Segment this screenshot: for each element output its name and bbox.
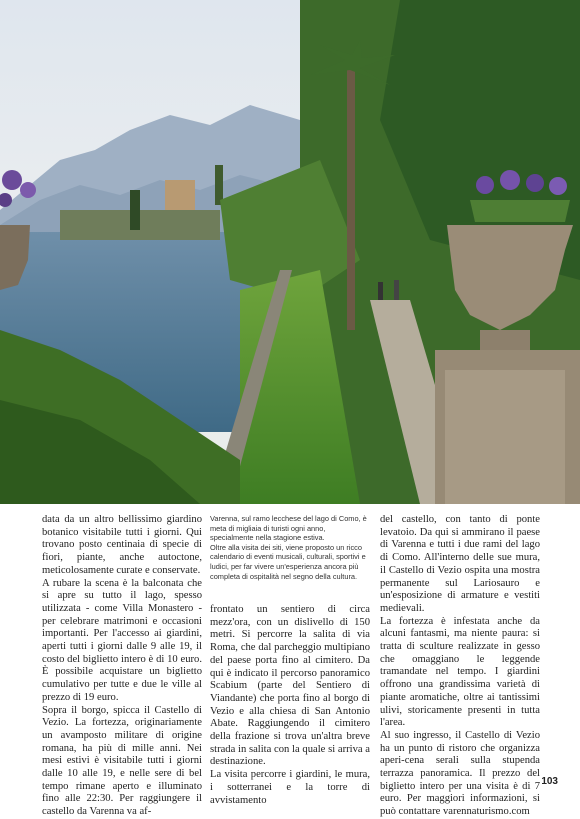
paragraph: frontato un sentiero di circa mezz'ora, con un dislivello di 150 metri. Si percorre la salita di via Roma, che dal parcheggio multipiano del paese porta fino al cimitero. Da qui è indicato il percorso panoramico Scabium (parte del Sentiero di Viandante) che porta fino al borgo di Vezio e alla chiesa di San Antonio Abate. Raggiungendo il cimitero della frazione si trova un'altra breve strada in salita con la quale si arriva a destinazione. bbox=[210, 604, 370, 768]
paragraph: La fortezza è infestata anche da alcuni fantasmi, ma niente paura: si tratta di sculture realizzate in gesso che omaggiano le leggende tramandate nel tempo. I giardini offrono una grandissima varietà di piante aromatiche, oltre ai tantissimi ulivi, storicamente presenti in tutta l'area. bbox=[380, 615, 540, 729]
photo-caption bbox=[210, 514, 370, 581]
paragraph: data da un altro bellissimo giardino botanico visitabile tutti i giorni. Qui trovano posto centinaia di specie di fiori, piante, anche autoctone, meticolosamente curate e conservate. bbox=[42, 514, 202, 576]
paragraph: A rubare la scena è la balconata che si apre su tutto il lago, spesso utilizzata - come Villa Monastero - per celebrare matrimoni e occasioni importanti. Per l'accesso ai giardini, aperti tutti i giorni dalle 9 alle 19, il costo del biglietto intero è di 10 euro. È possibile acquistare un biglietto cumulativo per tutte e due le ville al prezzo di 19 euro. bbox=[42, 577, 202, 703]
paragraph: del castello, con tanto di ponte levatoio. Da qui si ammirano il paese di Varenna e tutti i due rami del lago di Como. All'interno delle sue mura, il Castello di Vezio ospita una mostra permanente sul Lariosauro e un'esposizione di armature e vestiti medievali. bbox=[380, 514, 540, 614]
text-column-1 bbox=[42, 514, 202, 819]
paragraph: La visita percorre i giardini, le mura, i sotterranei e la torre di avvistamento bbox=[210, 769, 370, 806]
page-number: 103 bbox=[541, 776, 558, 787]
text-column-3 bbox=[380, 514, 540, 819]
caption-line: Varenna, sul ramo lecchese del lago di Como, è meta di migliaia di turisti ogni anno, specialmente nella stagione estiva. bbox=[210, 514, 367, 543]
caption-line: Oltre alla visita dei siti, viene proposto un ricco calendario di eventi musicali, culturali, sportivi e ludici, per far vivere un'esperienza ancora più completa di ospitalità nel segno della cultura. bbox=[210, 542, 366, 581]
paragraph: Sopra il borgo, spicca il Castello di Vezio. La fortezza, originariamente un avamposto militare di origine romana, ha più di mille anni. Nei mesi estivi è visitabile tutti i giorni dalle 10 alle 19, e nelle sere di bel tempo rimane aperto e illuminato fino alle 22:30. Per raggiungere il castello da Varenna va af- bbox=[42, 704, 202, 818]
paragraph: Al suo ingresso, il Castello di Vezio ha un punto di ristoro che organizza aperi-cena serali sulla stupenda terrazza panoramica. Il prezzo del biglietto intero per una visita è di 7 euro. Per maggiori informazioni, si può contattare varennaturismo.com bbox=[380, 729, 540, 818]
text-column-2 bbox=[210, 604, 370, 807]
